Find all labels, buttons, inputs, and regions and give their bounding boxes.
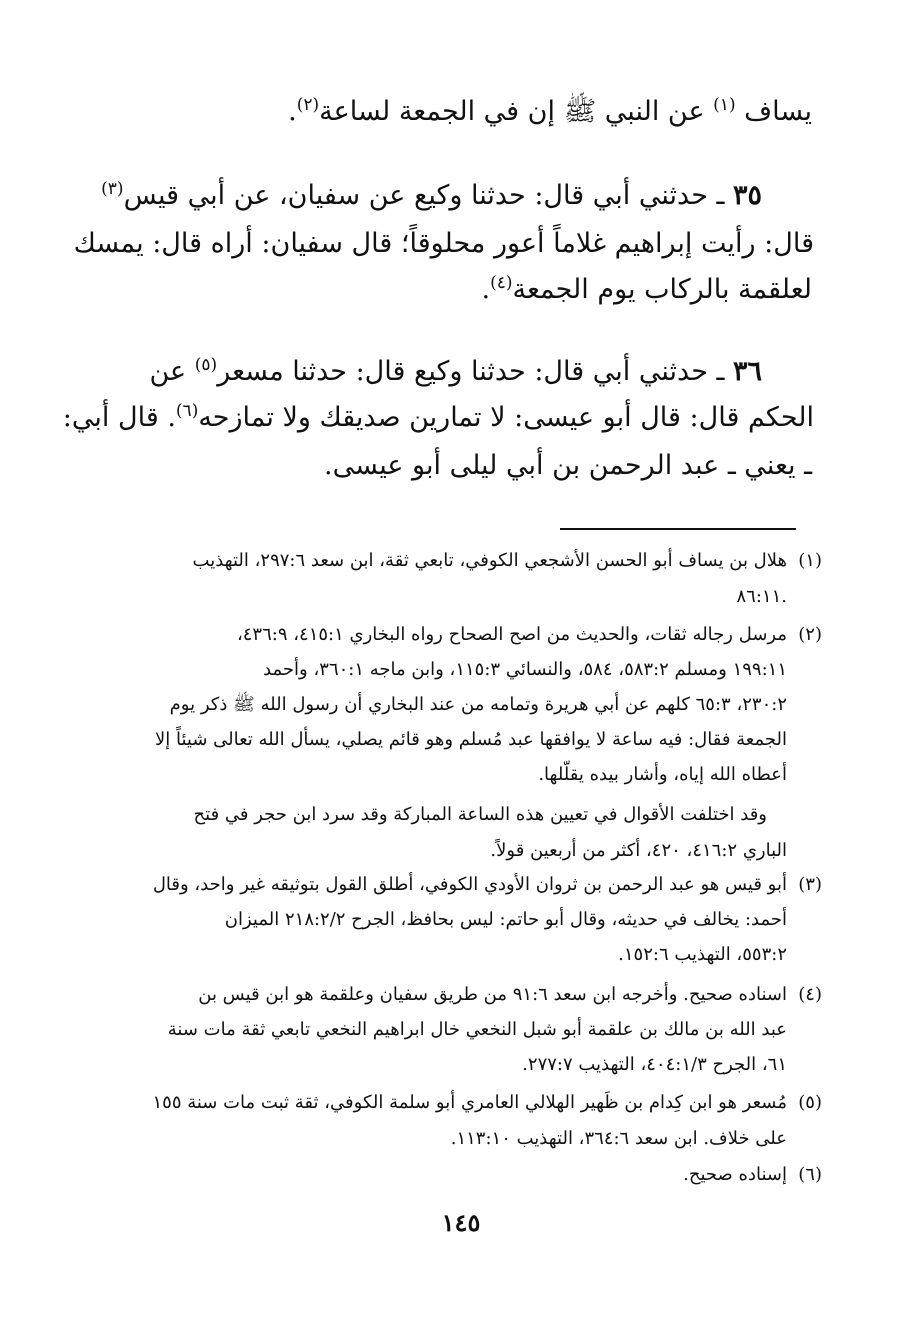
footnote-line: أحمد: يخالف في حديثه، وقال أبو حاتم: ليس بحافظ، الجرح ٢١٨:٢/٢ الميزان — [224, 909, 787, 930]
text-segment: . — [481, 274, 491, 305]
footnote-number: (٢) — [798, 624, 822, 645]
footnote-number: (٦) — [798, 1164, 822, 1185]
footnote-line: أعطاه الله إياه، وأشار بيده يقلّلها. — [538, 764, 787, 785]
footnote-number: (٣) — [798, 874, 822, 895]
text-segment: ـ حدثني أبي قال: حدثنا وكيع عن سفيان، عن أبي قيس — [123, 180, 725, 211]
text-segment: . — [288, 96, 297, 127]
footnote-line: ٦١، الجرح ٤٠٤:١/٣، التهذيب ٢٧٧:٧. — [522, 1054, 787, 1075]
footnote-line: مرسل رجاله ثقات، والحديث من اصح الصحاح رواه البخاري ٤١٥:١، ٤٣٦:٩، — [236, 624, 787, 645]
footnote-line: إسناده صحيح. — [683, 1164, 787, 1185]
text-segment: ـ يعني ـ عبد الرحمن بن أبي ليلى أبو عيسى. — [324, 450, 812, 481]
text-segment: . قال أبي: — [62, 402, 176, 433]
text-line — [288, 90, 812, 134]
footnote-ref: (٣) — [101, 179, 124, 199]
page-number: ١٤٥ — [441, 1208, 481, 1237]
text-segment: عن — [149, 356, 187, 387]
text-line — [150, 350, 763, 394]
text-segment: عن النبي ﷺ إن في الجمعة لساعة — [319, 96, 705, 127]
footnote-line: أبو قيس هو عبد الرحمن بن ثروان الأودي الكوفي، أطلق القول بتوثيقه غير واحد، وقال — [152, 874, 787, 895]
text-line — [74, 222, 814, 266]
footnote-separator — [560, 528, 796, 530]
footnote-line: مُسعر هو ابن كِدام بن ظَهير الهلالي العامري أبو سلمة الكوفي، ثقة ثبت مات سنة ١٥٥ — [152, 1092, 787, 1113]
text-segment: يساف — [744, 96, 812, 127]
footnote-number: (٥) — [798, 1092, 822, 1113]
text-segment: قال: رأيت إبراهيم غلاماً أعور محلوقاً؛ قال سفيان: أراه قال: يمسك — [73, 228, 814, 259]
footnote-line: وقد اختلفت الأقوال في تعيين هذه الساعة المباركة وقد سرد ابن حجر في فتح — [193, 804, 767, 825]
footnote-line: على خلاف. ابن سعد ٣٦٤:٦، التهذيب ١١٣:١٠. — [450, 1128, 787, 1149]
footnote-ref: (٥) — [194, 355, 218, 375]
footnote-number: (٤) — [798, 984, 822, 1005]
footnote-line: الباري ٤١٦:٢، ٤٢٠، أكثر من أربعين قولاً. — [490, 840, 787, 861]
text-line — [63, 396, 814, 440]
text-segment: الحكم قال: قال أبو عيسى: لا تمارين صديقك ولا تمازحه — [198, 402, 814, 433]
footnote-line: ١٩٩:١١ ومسلم ٥٨٣:٢، ٥٨٤، والنسائي ١١٥:٣، وابن ماجه ٣٦٠:١، وأحمد — [263, 659, 787, 680]
footnote-line: عبد الله بن مالك بن علقمة أبو شبل النخعي خال ابراهيم النخعي تابعي ثقة مات سنة — [167, 1019, 787, 1040]
entry-number: ٣٥ — [732, 180, 762, 211]
footnote-ref: (٢) — [296, 95, 320, 115]
footnote-ref: (٤) — [490, 273, 513, 293]
footnote-line: الجمعة فقال: فيه ساعة لا يوافقها عبد مُسلم وهو قائم يصلي، يسأل الله تعالى شيئاً إلا — [154, 729, 787, 750]
footnote-line: اسناده صحيح. وأخرجه ابن سعد ٩١:٦ من طريق سفيان وعلقمة هو ابن قيس بن — [198, 984, 787, 1005]
text-segment: ـ حدثني أبي قال: حدثنا وكيع قال: حدثنا مسعر — [217, 356, 725, 387]
text-line — [481, 268, 812, 312]
text-line — [101, 174, 762, 218]
footnote-line: .٨٦:١١ — [736, 586, 787, 607]
footnote-line: هلال بن يساف أبو الحسن الأشجعي الكوفي، تابعي ثقة، ابن سعد ٢٩٧:٦، التهذيب — [192, 550, 787, 571]
footnote-number: (١) — [798, 550, 822, 571]
text-line — [324, 444, 812, 488]
footnote-line: ٢٣٠:٢، ٦٥:٣ كلهم عن أبي هريرة وتمامه من عند البخاري أن رسول الله ﷺ ذكر يوم — [169, 694, 787, 715]
footnote-ref: (١) — [713, 95, 736, 115]
footnote-ref: (٦) — [175, 401, 199, 421]
entry-number: ٣٦ — [732, 356, 762, 387]
footnote-line: ٥٥٣:٢، التهذيب ١٥٢:٦. — [618, 944, 787, 965]
text-segment: لعلقمة بالركاب يوم الجمعة — [512, 274, 812, 305]
